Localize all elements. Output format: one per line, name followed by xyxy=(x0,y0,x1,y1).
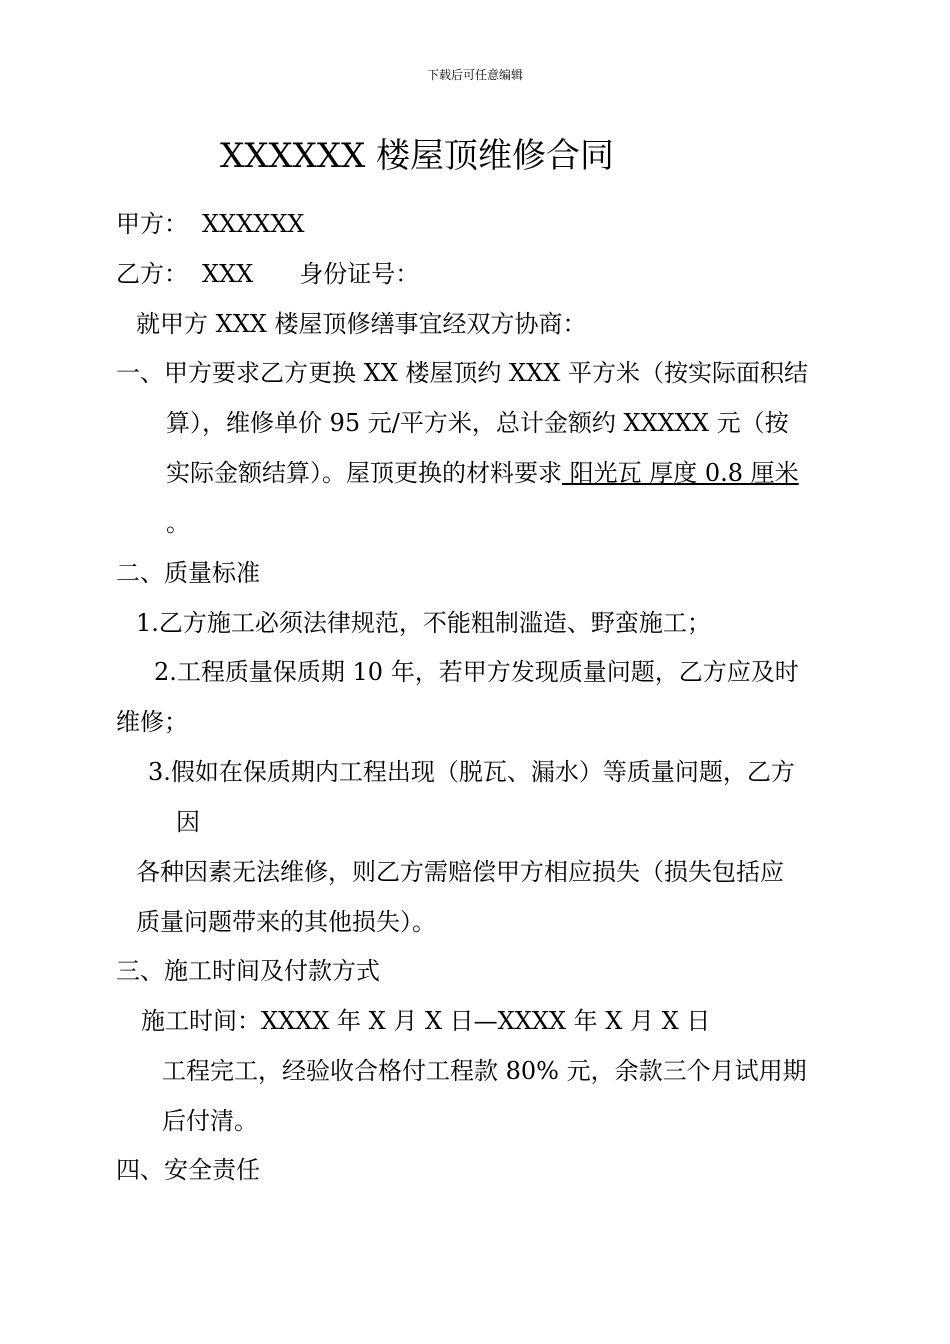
sec1-line-1: 一、甲方要求乙方更换 XX 楼屋顶约 XXX 平方米（按实际面积结 xyxy=(116,359,808,387)
sec1-line-2: 算），维修单价 95 元/平方米，总计金额约 XXXXX 元（按 xyxy=(166,409,789,437)
sec2-item-1: 1.乙方施工必须法律规范，不能粗制滥造、野蛮施工； xyxy=(136,609,711,637)
material-requirement: 阳光瓦 厚度 0.8 厘米 xyxy=(562,459,799,487)
party-a-label: 甲方： xyxy=(116,210,188,238)
sec2-item-2b: 维修； xyxy=(116,708,188,736)
party-b-id-label: 身份证号： xyxy=(299,260,420,288)
sec2-item-3d: 质量问题带来的其他损失）。 xyxy=(136,908,436,936)
contract-title: XXXXXX 楼屋顶维修合同 xyxy=(220,136,615,176)
sec3-line-3: 后付清。 xyxy=(162,1107,258,1135)
sec1-line-3-text: 实际金额结算）。屋顶更换的材料要求 xyxy=(166,459,562,487)
sec1-line-3 xyxy=(166,457,799,489)
sec2-item-3b: 因 xyxy=(176,808,200,836)
party-a-line xyxy=(116,208,305,240)
party-b-label: 乙方： xyxy=(116,260,188,288)
sec3-heading: 三、施工时间及付款方式 xyxy=(116,957,380,985)
sec2-item-3a: 3.假如在保质期内工程出现（脱瓦、漏水）等质量问题，乙方 xyxy=(148,758,795,786)
sec2-heading: 二、质量标准 xyxy=(116,559,260,587)
sec3-line-2: 工程完工，经验收合格付工程款 80% 元，余款三个月试用期 xyxy=(162,1057,807,1085)
sec4-heading: 四、安全责任 xyxy=(116,1156,260,1184)
sec3-line-1: 施工时间：XXXX 年 X 月 X 日—XXXX 年 X 月 X 日 xyxy=(141,1007,711,1035)
sec2-item-2a: 2.工程质量保质期 10 年，若甲方发现质量问题，乙方应及时 xyxy=(154,658,799,686)
page-header: 下载后可任意编辑 xyxy=(426,68,523,82)
intro-line: 就甲方 XXX 楼屋顶修缮事宜经双方协商： xyxy=(136,310,587,338)
party-a-value: XXXXXX xyxy=(202,210,305,238)
party-b-line xyxy=(116,258,419,290)
sec2-item-3c: 各种因素无法维修，则乙方需赔偿甲方相应损失（损失包括应 xyxy=(136,858,784,886)
sec1-line-4: 。 xyxy=(166,509,190,537)
party-b-value: XXX xyxy=(202,260,254,288)
